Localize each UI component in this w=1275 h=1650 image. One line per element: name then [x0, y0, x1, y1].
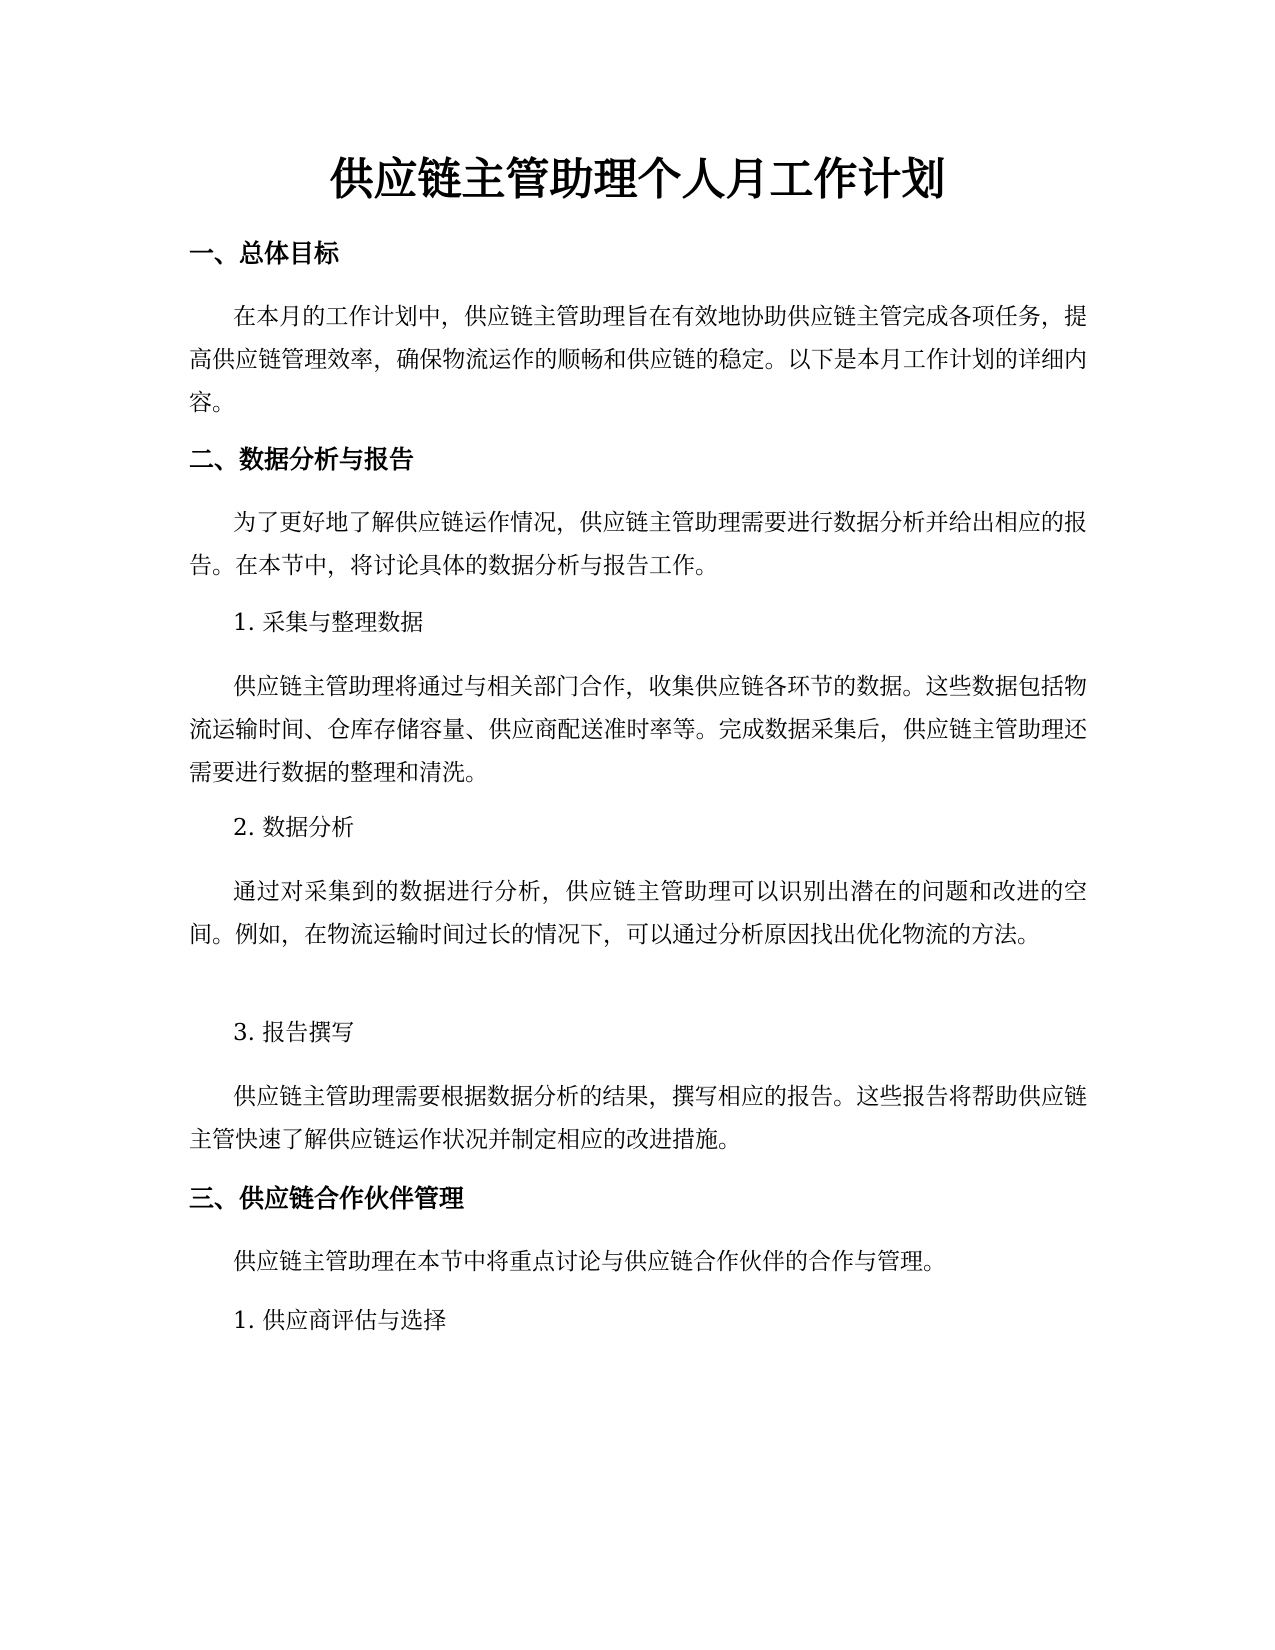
- section-heading-overall-goal: 一、总体目标: [189, 239, 340, 268]
- section-paragraph-data-analysis: 为了更好地了解供应链运作情况，供应链主管助理需要进行数据分析并给出相应的报告。在本节中，将讨论具体的数据分析与报告工作。: [189, 510, 1087, 579]
- subsection-label-report-writing: 3. 报告撰写: [233, 1020, 355, 1046]
- section-heading-partner-management: 三、供应链合作伙伴管理: [189, 1184, 465, 1213]
- section-paragraph-overall-goal: 在本月的工作计划中，供应链主管助理旨在有效地协助供应链主管完成各项任务，提高供应链管理效率，确保物流运作的顺畅和供应链的稳定。以下是本月工作计划的详细内容。: [189, 304, 1087, 416]
- section-heading-data-analysis: 二、数据分析与报告: [189, 445, 415, 474]
- subsection-label-data-analysis: 2. 数据分析: [233, 815, 355, 841]
- section-paragraph-partner-management: 供应链主管助理在本节中将重点讨论与供应链合作伙伴的合作与管理。: [233, 1249, 946, 1275]
- subsection-label-data-collection: 1. 采集与整理数据: [233, 610, 424, 636]
- subsection-text-data-collection: 供应链主管助理将通过与相关部门合作，收集供应链各环节的数据。这些数据包括物流运输时间、仓库存储容量、供应商配送准时率等。完成数据采集后，供应链主管助理还需要进行数据的整理和清洗。: [189, 674, 1087, 786]
- subsection-text-data-analysis: 通过对采集到的数据进行分析，供应链主管助理可以识别出潜在的问题和改进的空间。例如，在物流运输时间过长的情况下，可以通过分析原因找出优化物流的方法。: [189, 879, 1087, 948]
- subsection-label-supplier-evaluation: 1. 供应商评估与选择: [233, 1308, 447, 1334]
- document-title: 供应链主管助理个人月工作计划: [329, 154, 946, 205]
- subsection-text-report-writing: 供应链主管助理需要根据数据分析的结果，撰写相应的报告。这些报告将帮助供应链主管快速了解供应链运作状况并制定相应的改进措施。: [189, 1084, 1087, 1153]
